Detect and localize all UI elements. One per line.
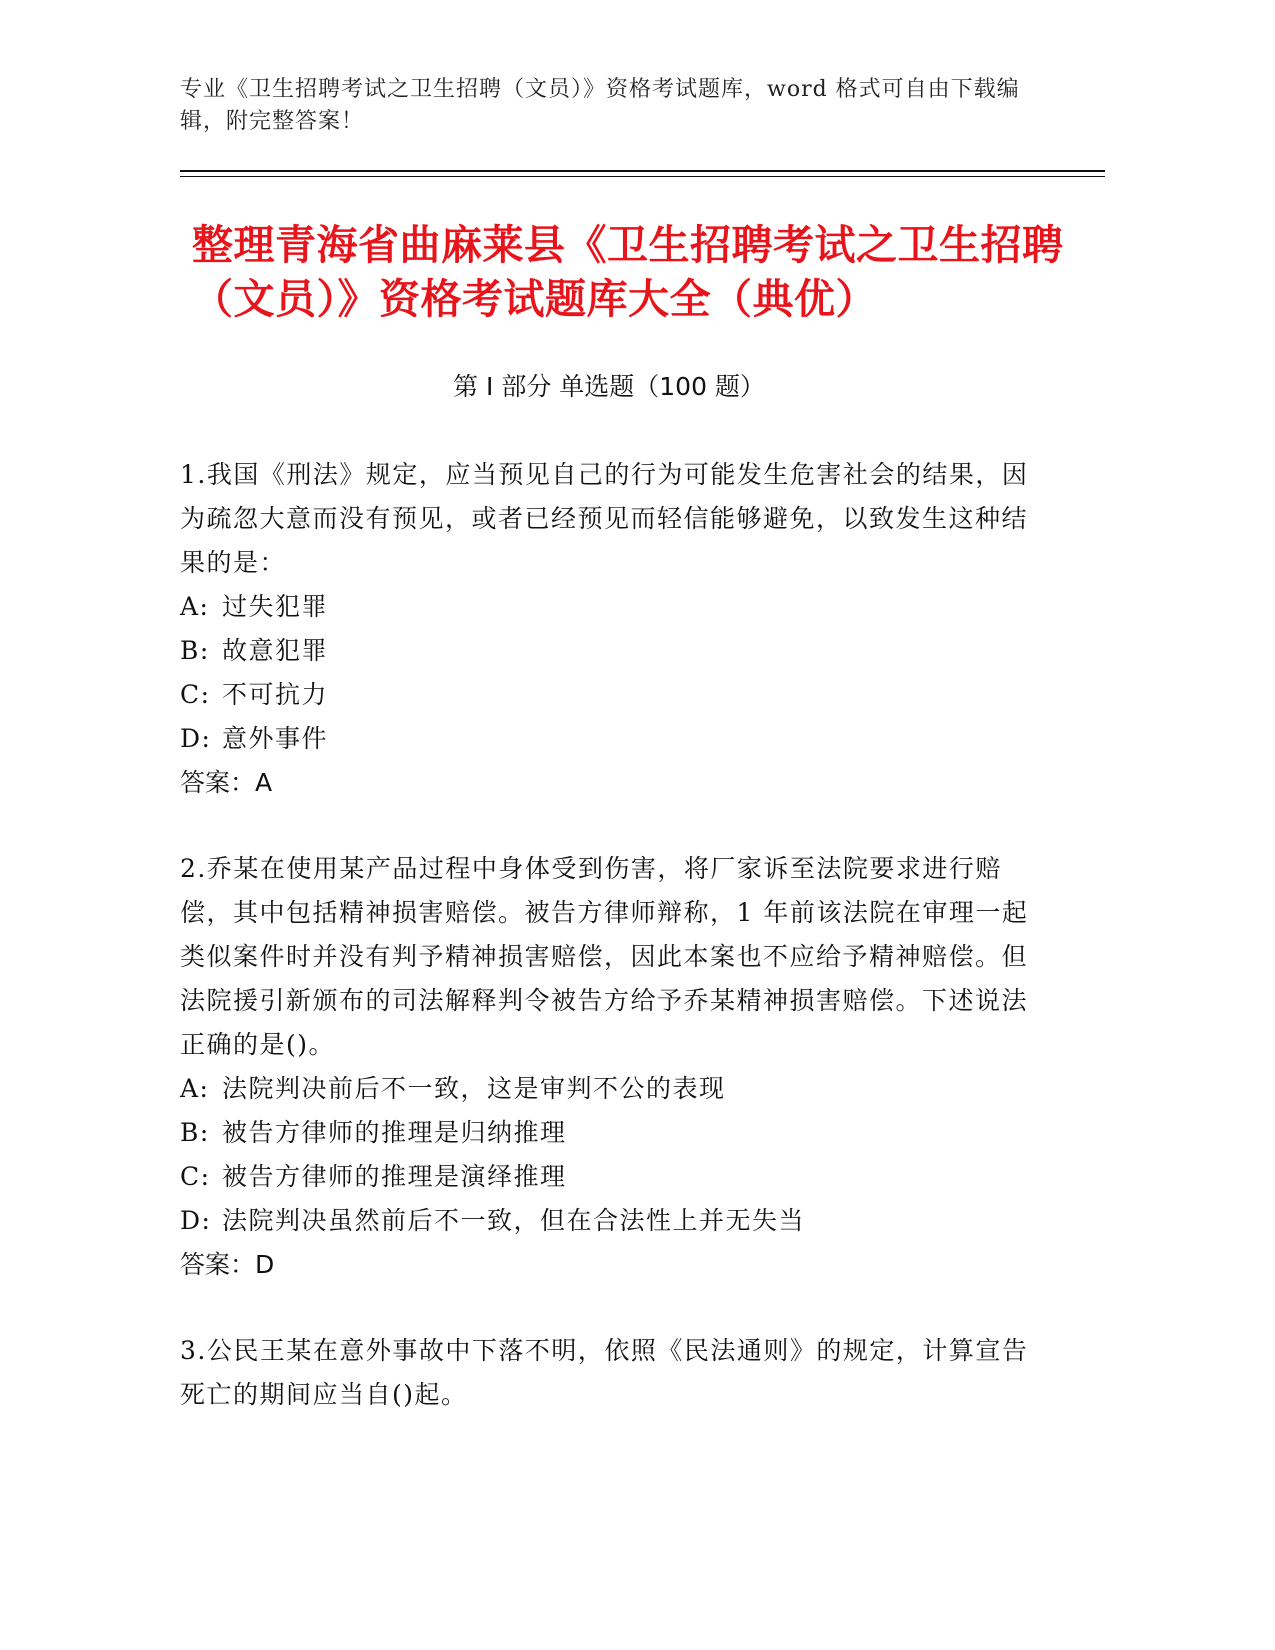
option-label: C: <box>180 680 211 709</box>
document-title: 整理青海省曲麻莱县《卫生招聘考试之卫生招聘（文员）》资格考试题库大全（典优） <box>192 221 1064 323</box>
option-text: 意外事件 <box>222 724 329 753</box>
option-text: 被告方律师的推理是归纳推理 <box>222 1118 567 1147</box>
option-text: 不可抗力 <box>222 680 329 709</box>
question-3 <box>180 1329 1050 1417</box>
question-2 <box>180 847 1050 1287</box>
option-text: 法院判决前后不一致，这是审判不公的表现 <box>222 1074 726 1103</box>
question-stem: 1.我国《刑法》规定，应当预见自己的行为可能发生危害社会的结果，因为疏忽大意而没有预见，或者已经预见而轻信能够避免，以致发生这种结果的是： <box>180 460 1029 577</box>
option-label: A: <box>180 592 210 621</box>
option-a <box>180 585 1050 629</box>
option-text: 被告方律师的推理是演绎推理 <box>222 1162 567 1191</box>
question-stem: 2.乔某在使用某产品过程中身体受到伤害，将厂家诉至法院要求进行赔偿，其中包括精神损害赔偿。被告方律师辩称，1 年前该法院在审理一起类似案件时并没有判予精神损害赔偿，因此本案也不应给予精神赔偿。但法院援引新颁布的司法解释判令被告方给予乔某精神损害赔偿。下述说法正确的是()。 <box>180 854 1029 1059</box>
question-list <box>180 453 1050 1459</box>
header-note: 专业《卫生招聘考试之卫生招聘（文员）》资格考试题库，word 格式可自由下载编辑，附完整答案！ <box>180 77 1020 134</box>
section-title: 第 I 部分 单选题（100 题） <box>453 372 765 401</box>
option-b <box>180 1111 1050 1155</box>
option-label: D: <box>180 724 212 753</box>
question-stem: 3.公民王某在意外事故中下落不明，依照《民法通则》的规定，计算宣告死亡的期间应当自()起。 <box>180 1336 1029 1409</box>
option-a <box>180 1067 1050 1111</box>
option-label: B: <box>180 1118 210 1147</box>
option-label: C: <box>180 1162 211 1191</box>
option-c <box>180 673 1050 717</box>
header-divider-thin <box>180 176 1105 177</box>
option-label: A: <box>180 1074 210 1103</box>
option-b <box>180 629 1050 673</box>
option-label: B: <box>180 636 210 665</box>
option-text: 法院判决虽然前后不一致，但在合法性上并无失当 <box>222 1206 806 1235</box>
option-c <box>180 1155 1050 1199</box>
answer-text: 答案：D <box>180 1250 275 1279</box>
option-text: 过失犯罪 <box>222 592 329 621</box>
option-d <box>180 1199 1050 1243</box>
answer-text: 答案：A <box>180 768 273 797</box>
header-divider-thick <box>180 170 1105 172</box>
question-1 <box>180 453 1050 805</box>
option-label: D: <box>180 1206 212 1235</box>
option-d <box>180 717 1050 761</box>
option-text: 故意犯罪 <box>222 636 329 665</box>
